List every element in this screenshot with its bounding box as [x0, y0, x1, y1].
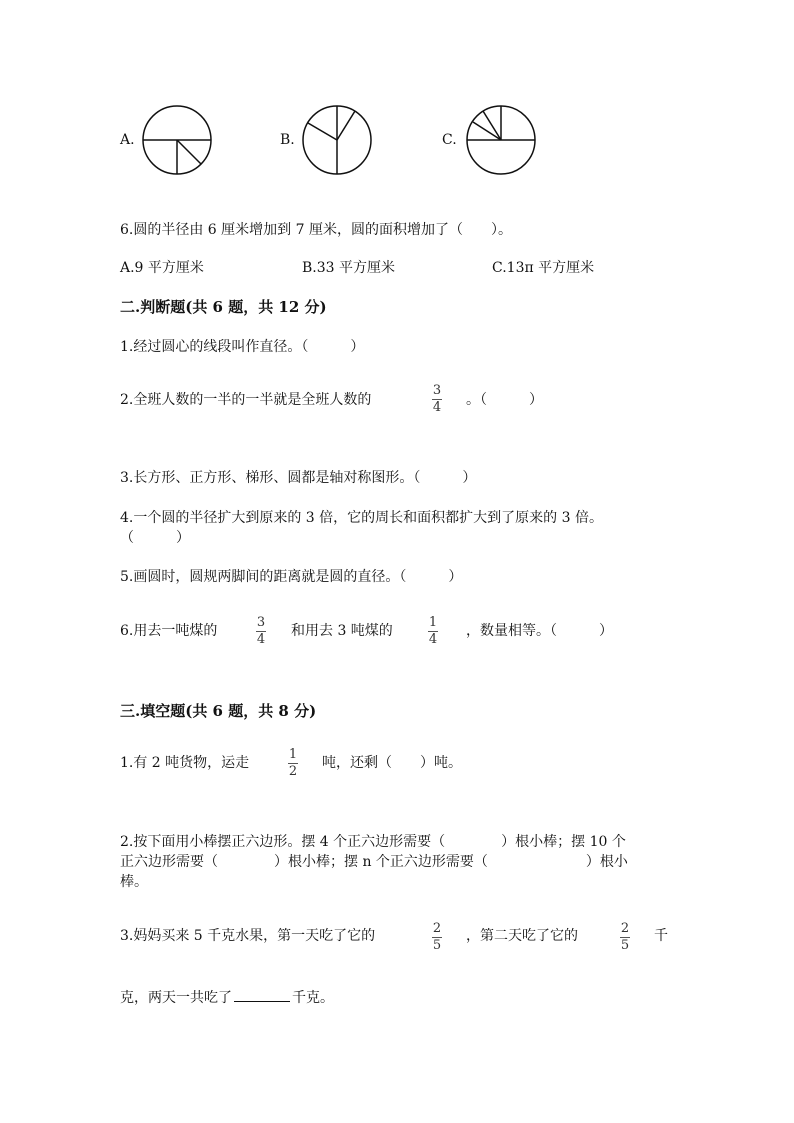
- fraction-numerator: 2: [432, 921, 442, 936]
- circle-diagram-c: [465, 104, 537, 176]
- judge-q4-line2: （ ）: [120, 530, 190, 546]
- fraction-2-5-b: [620, 922, 630, 953]
- option-a-label: A.: [120, 132, 135, 148]
- fraction-numerator: 1: [288, 747, 298, 762]
- fill-q1-post: 吨，还剩（ ）吨。: [322, 755, 462, 771]
- judge-q6-pre: 6.用去一吨煤的: [120, 623, 218, 639]
- fill-q2-line3: 棒。: [120, 874, 148, 890]
- question-6-text: 6.圆的半径由 6 厘米增加到 7 厘米，圆的面积增加了（ ）。: [120, 222, 512, 238]
- fraction-denominator: 4: [432, 400, 442, 415]
- option-b-label: B.: [280, 132, 295, 148]
- circle-diagram-a: [141, 104, 213, 176]
- fill-q3-mid: ，第二天吃了它的: [466, 928, 578, 944]
- judge-q4-line1: 4.一个圆的半径扩大到原来的 3 倍，它的周长和面积都扩大到了原来的 3 倍。: [120, 510, 603, 526]
- fill-q2-line2: 正六边形需要（ ）根小棒；摆 n 个正六边形需要（ ）根小: [120, 854, 628, 870]
- circle-diagram-b: [301, 104, 373, 176]
- answer-blank[interactable]: [234, 987, 290, 1002]
- option-6a: A.9 平方厘米: [120, 260, 204, 276]
- option-6c: C.13π 平方厘米: [492, 260, 595, 276]
- judge-q3: 3.长方形、正方形、梯形、圆都是轴对称图形。（ ）: [120, 470, 477, 486]
- fraction-3-4-b: [256, 616, 266, 647]
- judge-q2-post: 。（ ）: [466, 392, 543, 408]
- fraction-numerator: 3: [256, 615, 266, 630]
- fraction-denominator: 2: [288, 764, 298, 779]
- judge-q6-mid: 和用去 3 吨煤的: [291, 623, 393, 639]
- fraction-2-5: [432, 922, 442, 953]
- fill-q3-line2: [120, 987, 334, 1008]
- fraction-numerator: 1: [428, 615, 438, 630]
- fraction-1-2: [288, 748, 298, 779]
- fraction-3-4: [432, 384, 442, 415]
- section-2-title: 二.判断题(共 6 题，共 12 分): [120, 298, 327, 316]
- judge-q2-pre: 2.全班人数的一半的一半就是全班人数的: [120, 392, 372, 408]
- section-3-title: 三.填空题(共 6 题，共 8 分): [120, 702, 317, 720]
- fraction-1-4: [428, 616, 438, 647]
- fraction-denominator: 5: [620, 938, 630, 953]
- judge-q6-post: ，数量相等。（ ）: [466, 623, 613, 639]
- fill-q2-line1: 2.按下面用小棒摆正六边形。摆 4 个正六边形需要（ ）根小棒；摆 10 个: [120, 834, 626, 850]
- judge-q5: 5.画圆时，圆规两脚间的距离就是圆的直径。（ ）: [120, 569, 463, 585]
- fill-q3-line2-pre: 克，两天一共吃了: [120, 990, 232, 1006]
- option-c-label: C.: [442, 132, 457, 148]
- fraction-denominator: 5: [432, 938, 442, 953]
- fraction-denominator: 4: [428, 632, 438, 647]
- option-6b: B.33 平方厘米: [302, 260, 396, 276]
- fill-q3-pre: 3.妈妈买来 5 千克水果，第一天吃了它的: [120, 928, 376, 944]
- fill-q3-post: 千: [654, 928, 668, 944]
- fraction-denominator: 4: [256, 632, 266, 647]
- judge-q1: 1.经过圆心的线段叫作直径。（ ）: [120, 339, 365, 355]
- fill-q3-line2-post: 千克。: [292, 990, 334, 1006]
- fill-q1-pre: 1.有 2 吨货物，运走: [120, 755, 250, 771]
- fraction-numerator: 2: [620, 921, 630, 936]
- fraction-numerator: 3: [432, 383, 442, 398]
